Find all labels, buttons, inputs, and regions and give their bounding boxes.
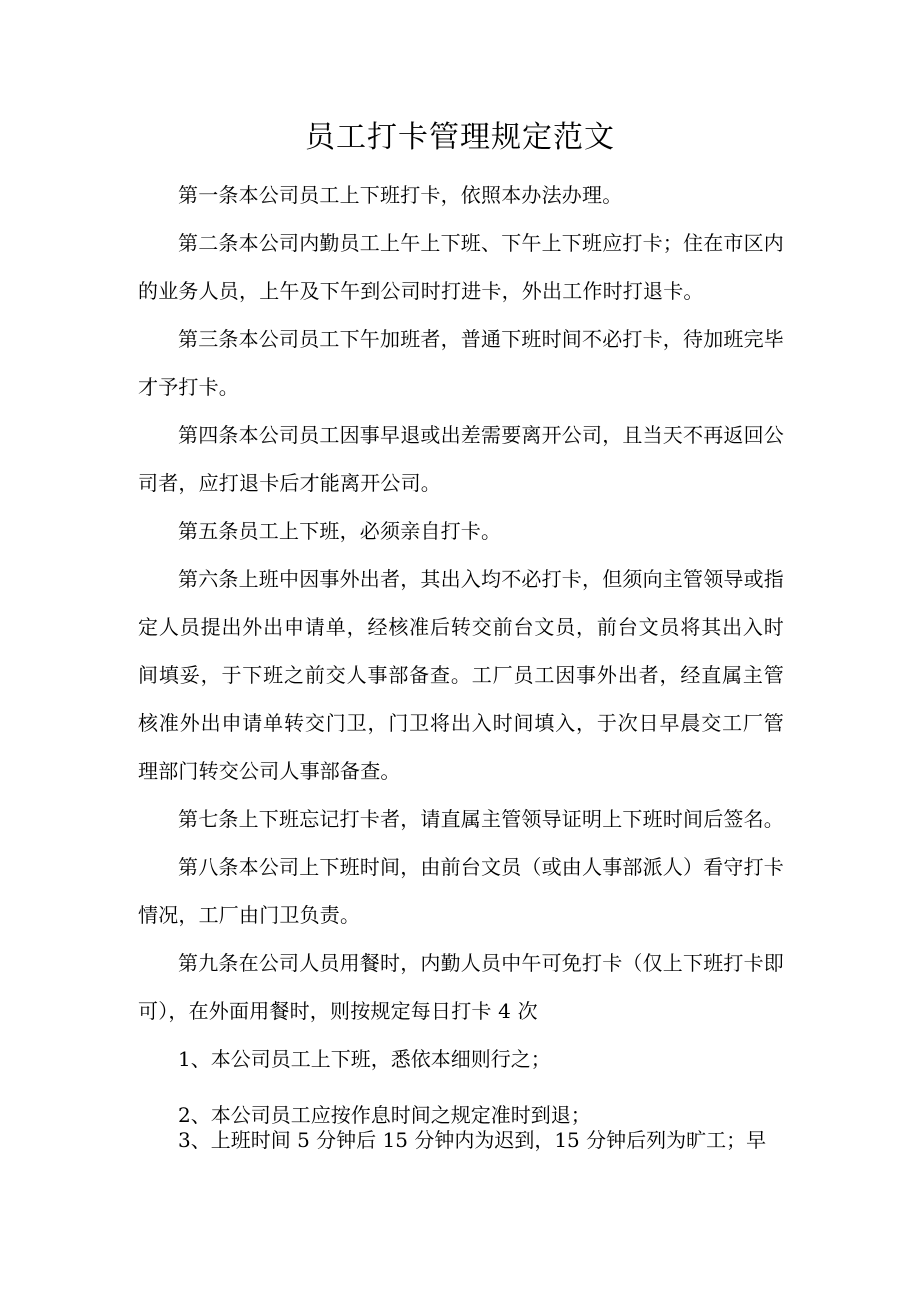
article-5: 第五条员工上下班，必须亲自打卡。	[178, 519, 502, 543]
article-1: 第一条本公司员工上下班打卡，依照本办法办理。	[178, 183, 623, 207]
article-2: 第二条本公司内勤员工上午上下班、下午上下班应打卡；住在市区内的业务人员，上午及下午到公司时打进卡，外出工作时打退卡。	[138, 231, 784, 303]
article-6: 第六条上班中因事外出者，其出入均不必打卡，但须向主管领导或指定人员提出外出申请单，经核准后转交前台文员，前台文员将其出入时间填妥，于下班之前交人事部备查。工厂员工因事外出者，经直属主管核准外出申请单转交门卫，门卫将出入时间填入，于次日早晨交工厂管理部门转交公司人事部备查。	[138, 567, 784, 783]
rule-item-1: 1、本公司员工上下班，悉依本细则行之；	[178, 1047, 551, 1071]
document-title: 员工打卡管理规定范文	[305, 120, 615, 155]
article-9: 第九条在公司人员用餐时，内勤人员中午可免打卡（仅上下班打卡即可），在外面用餐时，则按规定每日打卡 4 次	[138, 951, 784, 1023]
article-7: 第七条上下班忘记打卡者，请直属主管领导证明上下班时间后签名。	[178, 807, 784, 831]
article-8: 第八条本公司上下班时间，由前台文员（或由人事部派人）看守打卡情况，工厂由门卫负责。	[138, 855, 784, 927]
article-3: 第三条本公司员工下午加班者，普通下班时间不必打卡，待加班完毕才予打卡。	[138, 327, 784, 399]
article-4: 第四条本公司员工因事早退或出差需要离开公司，且当天不再返回公司者，应打退卡后才能离开公司。	[138, 423, 784, 495]
rule-item-2: 2、本公司员工应按作息时间之规定准时到退；	[178, 1103, 591, 1127]
rule-item-3: 3、上班时间 5 分钟后 15 分钟内为迟到，15 分钟后列为旷工；早	[178, 1128, 767, 1152]
